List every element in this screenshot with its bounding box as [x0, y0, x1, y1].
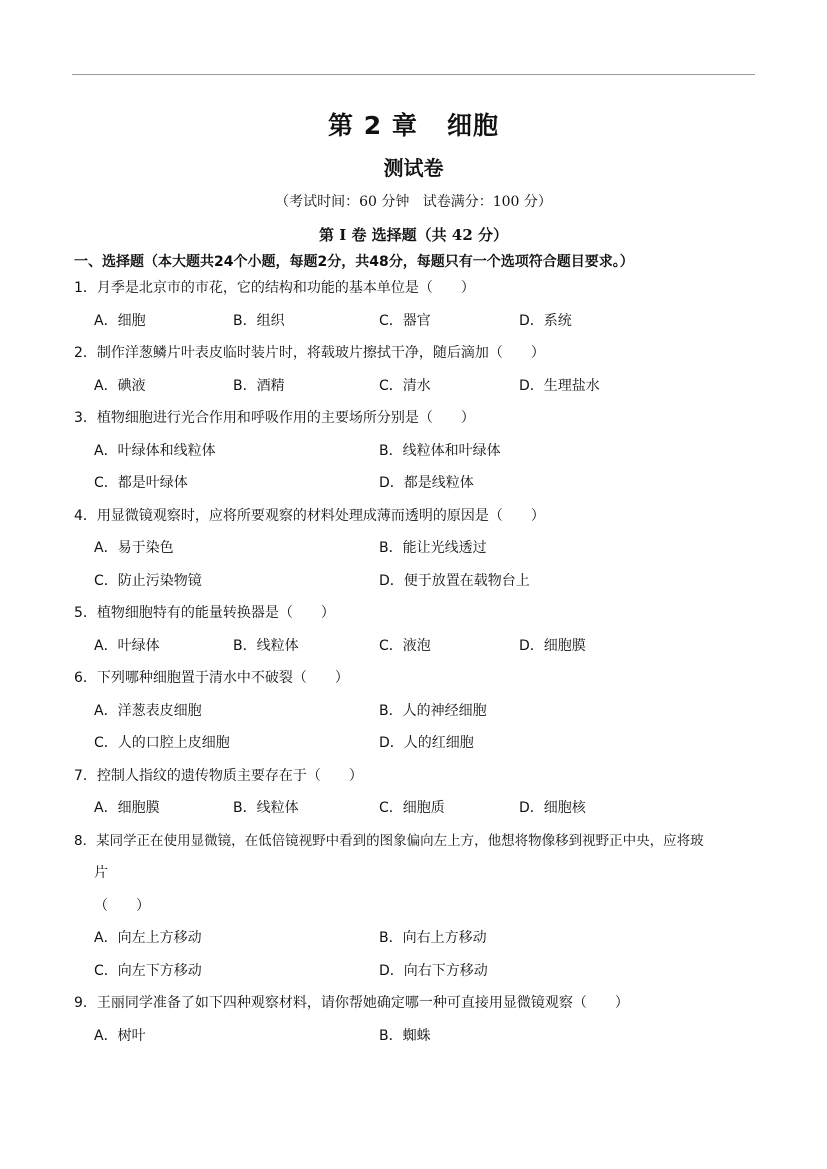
question-7-stem: 7．控制人指纹的遗传物质主要存在于（ ） [74, 768, 363, 784]
question-4-option-d: D．便于放置在载物台上 [379, 573, 530, 589]
question-4-stem: 4．用显微镜观察时，应将所要观察的材料处理成薄而透明的原因是（ ） [74, 508, 545, 524]
question-1-option-d: D．系统 [519, 313, 572, 329]
question-7-option-b: B．线粒体 [233, 800, 299, 816]
question-4-option-b: B．能让光线透过 [379, 540, 487, 556]
question-9-option-a: A．树叶 [94, 1028, 146, 1044]
exam-info: （考试时间：60 分钟 试卷满分：100 分） [275, 194, 552, 210]
question-6-option-b: B．人的神经细胞 [379, 703, 487, 719]
question-7-option-a: A．细胞膜 [94, 800, 160, 816]
question-5-option-d: D．细胞膜 [519, 638, 586, 654]
question-3-option-a: A．叶绿体和线粒体 [94, 443, 216, 459]
question-8-stem: 8．某同学正在使用显微镜，在低倍镜视野中看到的图象偏向左上方，他想将物像移到视野正中央，应将玻 [74, 833, 704, 849]
question-5-option-c: C．液泡 [379, 638, 431, 654]
question-6-stem: 6．下列哪种细胞置于清水中不破裂（ ） [74, 670, 349, 686]
question-8-answer-blank: （ ） [94, 898, 150, 914]
question-3-option-b: B．线粒体和叶绿体 [379, 443, 501, 459]
question-7-option-c: C．细胞质 [379, 800, 445, 816]
question-8-option-c: C．向左下方移动 [94, 963, 202, 979]
question-9-stem: 9．王丽同学准备了如下四种观察材料，请你帮她确定哪一种可直接用显微镜观察（ ） [74, 995, 629, 1011]
question-3-option-d: D．都是线粒体 [379, 475, 474, 491]
question-2-option-b: B．酒精 [233, 378, 285, 394]
header-rule [72, 74, 755, 75]
question-6-option-c: C．人的口腔上皮细胞 [94, 735, 230, 751]
question-5-stem: 5．植物细胞特有的能量转换器是（ ） [74, 605, 335, 621]
question-8-option-d: D．向右下方移动 [379, 963, 488, 979]
question-2-option-d: D．生理盐水 [519, 378, 600, 394]
page-title: 第 2 章 细胞 [328, 111, 499, 140]
question-1-option-b: B．组织 [233, 313, 285, 329]
question-9-option-b: B．蜘蛛 [379, 1028, 431, 1044]
question-2-option-a: A．碘液 [94, 378, 146, 394]
question-4-option-a: A．易于染色 [94, 540, 174, 556]
section-heading: 一、选择题（本大题共24个小题，每题2分，共48分，每题只有一个选项符合题目要求。） [74, 254, 634, 270]
question-1-option-a: A．细胞 [94, 313, 146, 329]
question-5-option-a: A．叶绿体 [94, 638, 160, 654]
question-2-option-c: C．清水 [379, 378, 431, 394]
question-2-stem: 2．制作洋葱鳞片叶表皮临时装片时，将载玻片擦拭干净，随后滴加（ ） [74, 345, 545, 361]
part-title: 第 I 卷 选择题（共 42 分） [318, 226, 508, 244]
question-6-option-d: D．人的红细胞 [379, 735, 474, 751]
question-5-option-b: B．线粒体 [233, 638, 299, 654]
question-6-option-a: A．洋葱表皮细胞 [94, 703, 202, 719]
question-8-stem-continued: 片 [94, 865, 108, 881]
question-4-option-c: C．防止污染物镜 [94, 573, 202, 589]
question-1-stem: 1．月季是北京市的市花，它的结构和功能的基本单位是（ ） [74, 280, 475, 296]
question-3-stem: 3．植物细胞进行光合作用和呼吸作用的主要场所分别是（ ） [74, 410, 475, 426]
question-3-option-c: C．都是叶绿体 [94, 475, 188, 491]
question-7-option-d: D．细胞核 [519, 800, 586, 816]
question-8-option-a: A．向左上方移动 [94, 930, 202, 946]
question-8-option-b: B．向右上方移动 [379, 930, 487, 946]
page-subtitle: 测试卷 [383, 156, 444, 180]
question-1-option-c: C．器官 [379, 313, 431, 329]
